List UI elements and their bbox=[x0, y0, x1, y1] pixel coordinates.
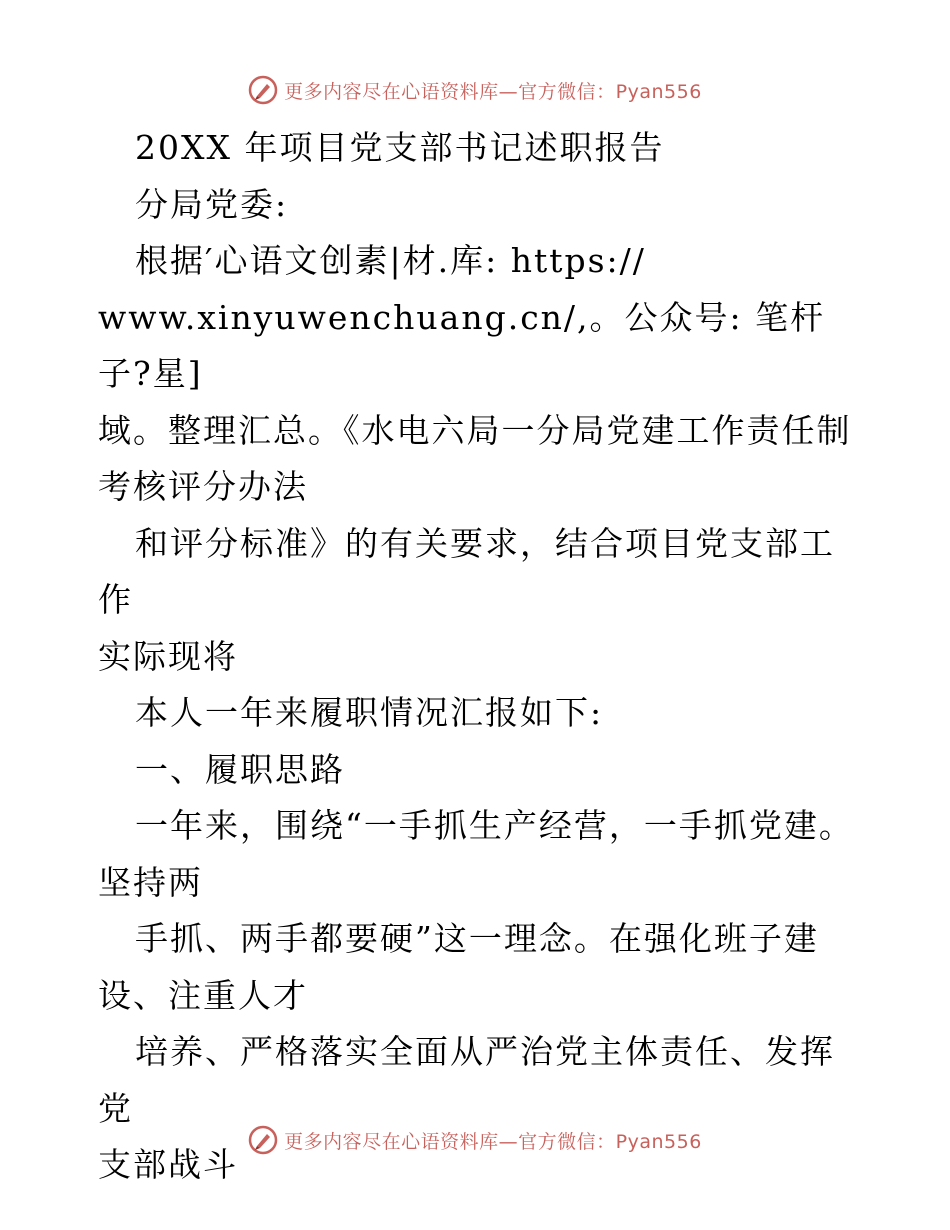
footer-banner bbox=[0, 1120, 950, 1160]
body-line: 培养、严格落实全面从严治党主体责任、发挥党 bbox=[98, 1032, 835, 1128]
pen-logo-icon bbox=[248, 75, 278, 105]
body-line: 本人一年来履职情况汇报如下: bbox=[135, 693, 604, 732]
header-banner-text: 更多内容尽在心语资料库—官方微信：Pyan556 bbox=[284, 80, 702, 103]
body-line: 和评分标准》的有关要求，结合项目党支部工作 bbox=[98, 523, 835, 619]
section-heading: 一、履职思路 bbox=[135, 749, 345, 789]
body-line: 域。整理汇总。《水电六局一分局党建工作责任制 bbox=[98, 410, 852, 450]
body-line: 设、注重人才 bbox=[98, 975, 308, 1015]
body-line: 根据′心语文创素|材.库: https:// bbox=[135, 241, 646, 280]
body-line: 一年来，围绕“一手抓生产经营，一手抓党建。 bbox=[135, 806, 854, 845]
body-line: 手抓、两手都要硬”这一理念。在强化班子建 bbox=[135, 919, 819, 958]
body-line: 坚持两 bbox=[98, 862, 203, 902]
body-line: 支部战斗 bbox=[98, 1145, 238, 1184]
document-title: 20XX 年项目党支部书记述职报告 bbox=[135, 128, 665, 167]
header-banner bbox=[0, 70, 950, 110]
body-line: 考核评分办法 bbox=[98, 467, 308, 506]
body-line: www.xinyuwenchuang.cn/,。公众号: 笔杆子?星] bbox=[98, 297, 826, 393]
salutation: 分局党委: bbox=[135, 184, 289, 224]
body-line: 实际现将 bbox=[98, 636, 238, 676]
document-body bbox=[98, 120, 858, 1194]
pen-logo-icon bbox=[248, 1125, 278, 1155]
footer-banner-text: 更多内容尽在心语资料库—官方微信：Pyan556 bbox=[284, 1130, 702, 1153]
